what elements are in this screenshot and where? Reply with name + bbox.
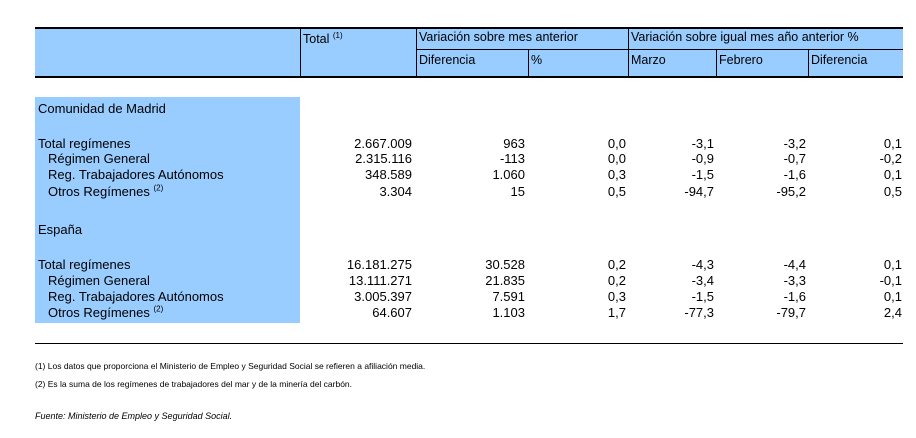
cell-diferencia: 963 — [503, 136, 525, 151]
cell-total: 3.005.397 — [354, 289, 412, 304]
header-rule — [416, 28, 417, 77]
cell-febrero: -4,4 — [783, 257, 806, 272]
cell-total: 16.181.275 — [346, 257, 412, 272]
footnote-2: (2) Es la suma de los regímenes de trabajadores del mar y de la minería del carbón. — [35, 379, 353, 389]
header-rule — [300, 28, 301, 77]
row-label: Total regímenes — [38, 257, 131, 272]
cell-diferencia2: 0,5 — [883, 184, 902, 199]
header-group-mes-anterior: Variación sobre mes anterior — [419, 30, 578, 44]
cell-febrero: -0,7 — [783, 151, 806, 166]
cell-diferencia: 1.103 — [492, 305, 525, 320]
cell-total: 2.315.116 — [355, 151, 412, 166]
cell-marzo: -3,4 — [691, 273, 714, 288]
cell-pct: 0,5 — [607, 184, 626, 199]
cell-marzo: -4,3 — [691, 257, 714, 272]
cell-diferencia2: 0,1 — [883, 167, 902, 182]
cell-diferencia: 15 — [510, 184, 525, 199]
row-note: (2) — [153, 183, 164, 193]
cell-diferencia2: 0,1 — [883, 136, 902, 151]
cell-total: 348.589 — [365, 167, 412, 182]
cell-marzo: -1,5 — [691, 289, 714, 304]
cell-total: 2.667.009 — [354, 136, 412, 151]
cell-pct: 0,2 — [607, 273, 626, 288]
row-label: Otros Regímenes — [48, 305, 150, 320]
header-col-diferencia: Diferencia — [419, 53, 476, 67]
header-col-febrero: Febrero — [719, 53, 763, 67]
header-total — [303, 32, 343, 46]
cell-diferencia2: 2,4 — [883, 305, 902, 320]
cell-febrero: -79,7 — [776, 305, 806, 320]
footnote-1: (1) Los datos que proporciona el Ministerio de Empleo y Seguridad Social se refieren a afiliación media. — [35, 361, 426, 371]
cell-marzo: -77,3 — [684, 305, 714, 320]
cell-pct: 0,2 — [607, 257, 626, 272]
row-label-with-note — [48, 184, 163, 200]
row-note: (2) — [153, 304, 164, 314]
cell-febrero: -1,6 — [783, 167, 806, 182]
header-top-border — [35, 27, 903, 29]
cell-diferencia: 7.591 — [492, 289, 525, 304]
row-label-with-note — [48, 305, 163, 321]
row-label: Reg. Trabajadores Autónomos — [48, 289, 224, 304]
source-note: Fuente: Ministerio de Empleo y Seguridad Social. — [35, 411, 233, 421]
cell-marzo: -0,9 — [691, 151, 714, 166]
header-col-diferencia2: Diferencia — [811, 53, 868, 67]
table-bottom-rule — [35, 343, 903, 344]
cell-diferencia: -113 — [499, 151, 525, 166]
row-label: Régimen General — [48, 273, 150, 288]
row-label: Total regímenes — [38, 136, 131, 151]
cell-total: 3.304 — [379, 184, 412, 199]
cell-febrero: -95,2 — [776, 184, 806, 199]
cell-marzo: -94,7 — [684, 184, 714, 199]
cell-marzo: -3,1 — [691, 136, 714, 151]
header-mid-rule — [416, 49, 903, 50]
header-col-marzo: Marzo — [631, 53, 666, 67]
cell-diferencia2: -0,2 — [879, 151, 902, 166]
header-total-label: Total — [303, 32, 330, 46]
cell-febrero: -3,3 — [783, 273, 806, 288]
cell-pct: 1,7 — [607, 305, 626, 320]
cell-total: 13.111.271 — [348, 273, 412, 288]
cell-total: 64.607 — [372, 305, 412, 320]
cell-pct: 0,0 — [607, 151, 626, 166]
row-label: Régimen General — [48, 151, 150, 166]
header-rule — [628, 28, 629, 77]
header-rule — [528, 49, 529, 77]
cell-febrero: -3,2 — [783, 136, 806, 151]
header-group-ano-anterior: Variación sobre igual mes año anterior % — [631, 30, 859, 44]
cell-diferencia2: 0,1 — [883, 257, 902, 272]
header-total-note: (1) — [332, 30, 343, 40]
cell-febrero: -1,6 — [783, 289, 806, 304]
cell-pct: 0,0 — [607, 136, 626, 151]
cell-diferencia2: 0,1 — [883, 289, 902, 304]
cell-pct: 0,3 — [607, 167, 626, 182]
cell-marzo: -1,5 — [691, 167, 714, 182]
section-title: Comunidad de Madrid — [38, 101, 166, 116]
row-label: Otros Regímenes — [48, 184, 150, 199]
header-col-pct: % — [531, 53, 543, 67]
header-rule — [716, 49, 717, 77]
header-bottom-border — [35, 76, 903, 78]
section-title: España — [38, 222, 83, 237]
cell-diferencia: 21.835 — [485, 273, 525, 288]
cell-diferencia: 1.060 — [492, 167, 525, 182]
cell-diferencia2: -0,1 — [879, 273, 902, 288]
row-label: Reg. Trabajadores Autónomos — [48, 167, 224, 182]
cell-pct: 0,3 — [607, 289, 626, 304]
header-rule — [808, 49, 809, 77]
cell-diferencia: 30.528 — [485, 257, 525, 272]
